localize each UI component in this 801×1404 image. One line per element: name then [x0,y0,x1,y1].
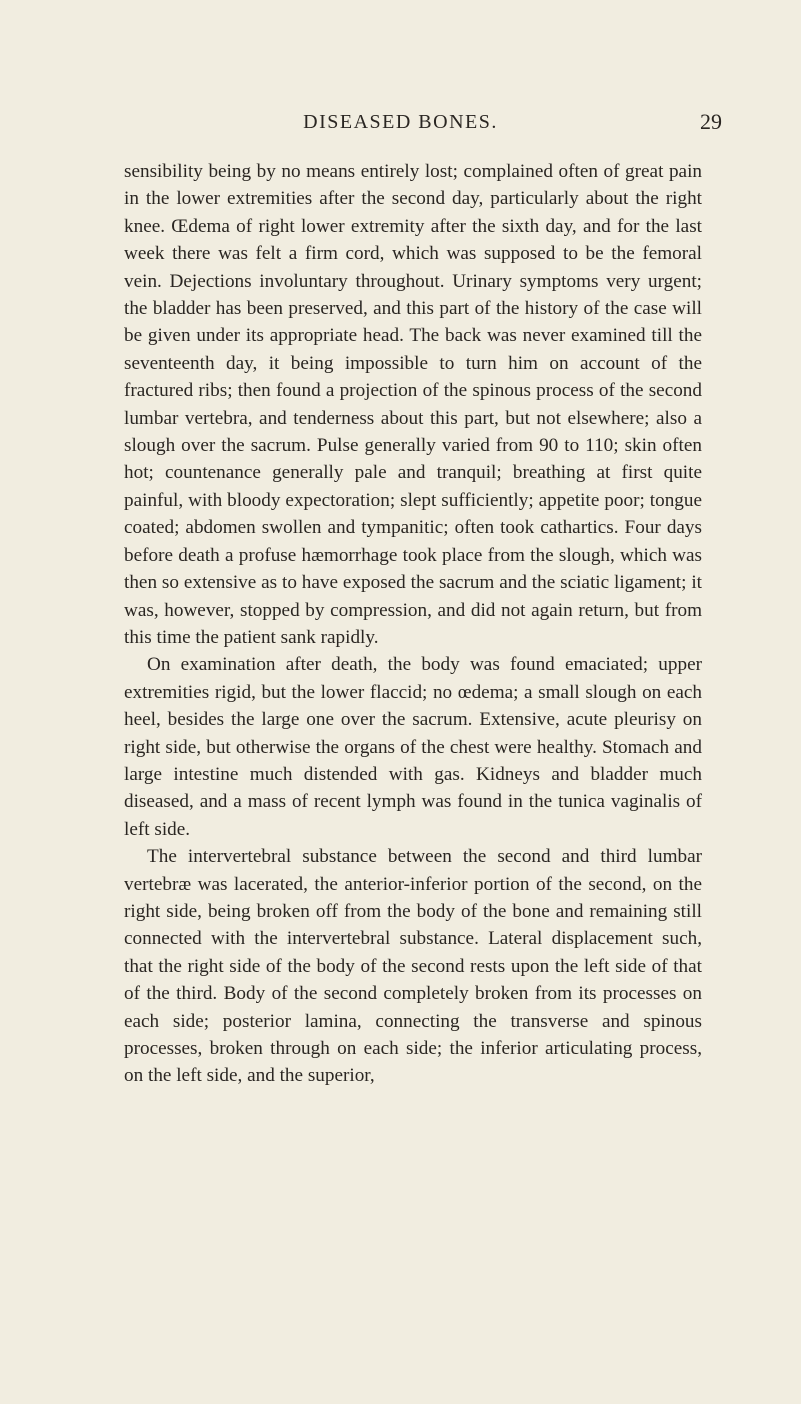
running-head [0,108,801,138]
running-title: DISEASED BONES. [303,111,498,133]
paragraph-3: The intervertebral substance between the second and third lumbar vertebræ was lacerated, the anterior-inferior portion of the second, on the right side, being broken off from the body of the bone and remaining still connected with the intervertebral substance. Lateral displacement such, that the right side of the body of the second rests upon the left side of that of the third. Body of the second completely broken from its processes on each side; posterior lamina, connecting the transverse and spinous processes, broken through on each side; the inferior articulating process, on the left side, and the superior, [124,846,702,1087]
paragraph-1: sensibility being by no means entirely lost; complained often of great pain in the lower extremities after the second day, particularly about the right knee. Œdema of right lower extremity after the sixth day, and for the last week there was felt a firm cord, which was supposed to be the femoral vein. Dejections involuntary throughout. Urinary symptoms very urgent; the bladder has been preserved, and this part of the history of the case will be given under its appropriate head. The back was never examined till the seventeenth day, it being impossible to turn him on account of the fractured ribs; then found a projection of the spinous process of the second lumbar vertebra, and tenderness about this part, but not elsewhere; also a slough over the sacrum. Pulse generally varied from 90 to 110; skin often hot; countenance generally pale and tranquil; breathing at first quite painful, with bloody expectoration; slept sufficiently; appetite poor; tongue coated; abdomen swollen and tympanitic; often took cathartics. Four days before death a profuse hæmorrhage took place from the slough, which was then so extensive as to have exposed the sacrum and the sciatic ligament; it was, however, stopped by compression, and did not again return, but from this time the patient sank rapidly. [124,161,702,648]
body-text [124,158,702,1090]
paragraph-2: On examination after death, the body was found emaciated; upper extremities rigid, but the lower flaccid; no œdema; a small slough on each heel, besides the large one over the sacrum. Extensive, acute pleurisy on right side, but otherwise the organs of the chest were healthy. Stomach and large intestine much distended with gas. Kidneys and bladder much diseased, and a mass of recent lymph was found in the tunica vaginalis of left side. [124,654,702,840]
page-number: 29 [700,109,722,134]
